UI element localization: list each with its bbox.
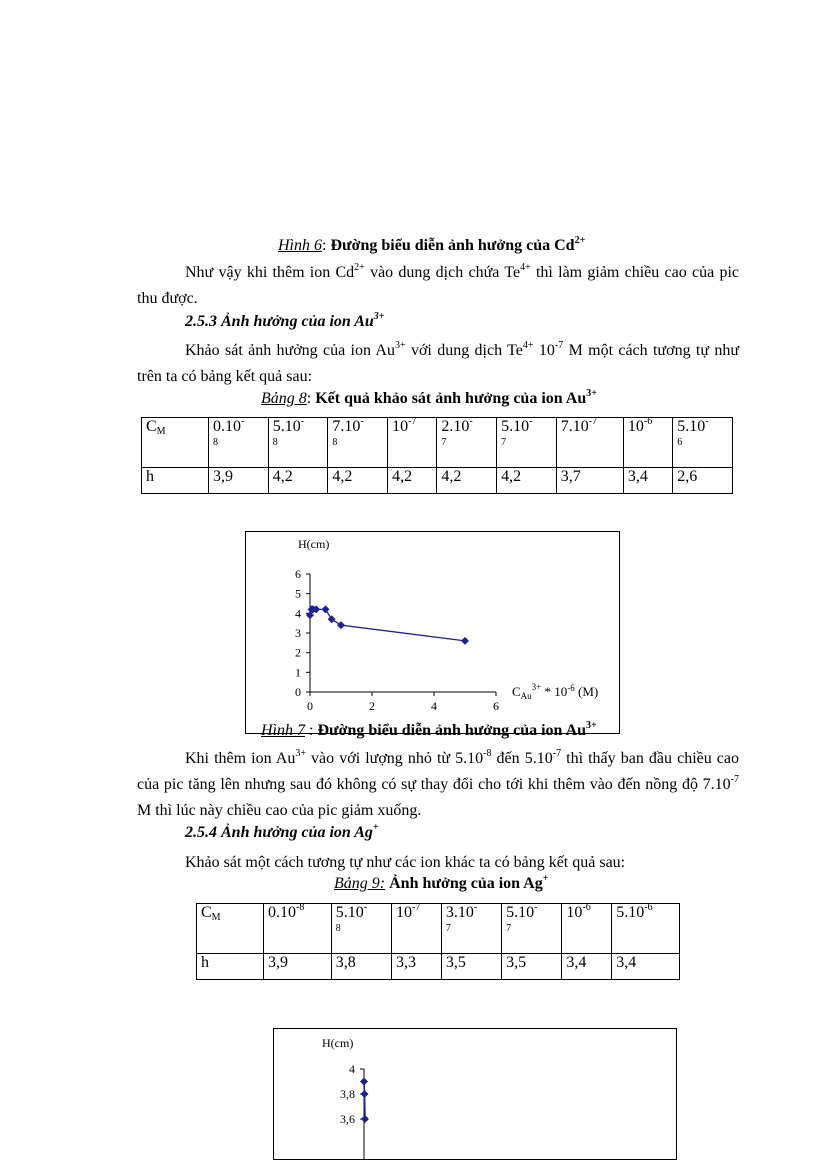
height-cell: 3,9 — [209, 468, 269, 494]
concentration-cell: 5.10- 7 — [502, 904, 562, 954]
y-tick-label: 4 — [295, 606, 301, 621]
figure-6-caption: Hình 6: Đường biểu diễn ảnh hưởng của $Cd^{2+}$ — [278, 235, 586, 254]
paragraph-au-result: Khi thêm ion $Au^{3+}$ vào với lượng nhỏ từ $5.10^{-8}$ đến $5.10^{-7}$ thì thấy ban đầu chiều cao của pic tăng lên nhưng sau đó không có sự thay đổi cho tới khi thêm vào đến nồng độ $7.10^{-7}$ M thì lúc này chiều cao của pic giảm xuống. — [137, 748, 740, 819]
x-tick-label: 2 — [369, 699, 375, 713]
figure-7-title: Đường biểu diễn ảnh hưởng của ion Au — [317, 722, 587, 739]
y-tick-label: 3,6 — [340, 1112, 355, 1126]
y-tick-label: 1 — [295, 665, 301, 680]
data-point — [337, 621, 345, 629]
concentration-cell: $10^{-6}$ — [562, 904, 612, 954]
table-8 — [141, 417, 733, 494]
table-9-height-row — [197, 954, 680, 980]
table-9-concentration-row — [197, 904, 680, 954]
concentration-cell: 5.10- 6 — [673, 418, 733, 468]
figure-6-label: Hình 6 — [278, 237, 322, 254]
y-tick-label: 2 — [295, 645, 301, 660]
table-8-title: Kết quả khảo sát ảnh hưởng của ion Au — [315, 390, 587, 407]
y-tick-label: 0 — [295, 685, 301, 699]
concentration-cell: $7.10^{-7}$ — [556, 418, 623, 468]
x-tick-label: 0 — [307, 699, 313, 713]
concentration-cell: $10^{-7}$ — [392, 904, 442, 954]
height-cell: 3,8 — [331, 954, 391, 980]
concentration-cell: 5.10- 8 — [331, 904, 391, 954]
concentration-cell: 5.10- 8 — [268, 418, 328, 468]
height-cell: 4,2 — [497, 468, 557, 494]
concentration-cell: 7.10- 8 — [328, 418, 388, 468]
concentration-cell: 5.10- 7 — [497, 418, 557, 468]
concentration-cell: $10^{-6}$ — [623, 418, 672, 468]
height-cell: 4,2 — [437, 468, 497, 494]
table-8-label: Bảng 8 — [261, 390, 307, 407]
y-tick-label: 4 — [349, 1062, 355, 1076]
height-cell: 3,5 — [441, 954, 501, 980]
height-cell: 3,3 — [392, 954, 442, 980]
section-2-5-4-heading: 2.5.4 Ảnh hưởng của ion Ag+ — [185, 822, 379, 841]
series-line — [364, 1082, 365, 1120]
concentration-cell: 2.10- 7 — [437, 418, 497, 468]
y-tick-label: 3,8 — [340, 1087, 355, 1101]
y-tick-label: 6 — [295, 567, 301, 581]
data-point — [360, 1078, 368, 1086]
concentration-cell: 0.10- 8 — [209, 418, 269, 468]
data-point — [361, 1115, 369, 1123]
height-cell: 4,2 — [268, 468, 328, 494]
height-cell: 3,4 — [623, 468, 672, 494]
table-8-header-cm: $C_M$ — [142, 418, 209, 468]
figure-7-caption: Hình 7 : Đường biểu diễn ảnh hưởng của ion $Au^{3+}$ — [261, 720, 597, 739]
section-2-5-3-heading: 2.5.3 Ảnh hưởng của ion $Au^{3+}$ — [185, 311, 385, 330]
data-point — [328, 615, 336, 623]
y-tick-label: 5 — [295, 586, 301, 601]
chart-2-ylabel: H(cm) — [322, 1036, 354, 1050]
table-8-header-h: h — [142, 468, 209, 494]
height-cell: 3,9 — [264, 954, 332, 980]
table-9-label: Bảng 9: — [334, 875, 386, 892]
chart-1-ylabel: H(cm) — [298, 537, 330, 551]
table-8-caption: Bảng 8: Kết quả khảo sát ảnh hưởng của ion $Au^{3+}$ — [261, 388, 597, 407]
data-point — [461, 637, 469, 645]
table-9 — [196, 903, 680, 980]
height-cell: 4,2 — [328, 468, 388, 494]
table-9-header-h: h — [197, 954, 264, 980]
concentration-cell: $5.10^{-6}$ — [612, 904, 680, 954]
concentration-cell: $0.10^{-8}$ — [264, 904, 332, 954]
data-point — [361, 1090, 369, 1098]
data-point — [322, 605, 330, 613]
figure-7-label: Hình 7 — [261, 722, 305, 739]
chart-au-effect — [245, 531, 620, 734]
table-9-caption: Bảng 9: Ảnh hưởng của ion Ag+ — [334, 873, 549, 892]
figure-6-title: Đường biểu diễn ảnh hưởng của Cd — [330, 237, 575, 254]
paragraph-au-intro: Khảo sát ảnh hưởng của ion $Au^{3+}$ với dung dịch $Te^{4+}$ $10^{-7}$ M một cách tương tự như trên ta có bảng kết quả sau: — [137, 340, 740, 385]
paragraph-ag-intro: Khảo sát một cách tương tự như các ion khác ta có bảng kết quả sau: — [185, 854, 626, 871]
table-8-height-row — [142, 468, 733, 494]
table-9-header-cm: $C_M$ — [197, 904, 264, 954]
height-cell: 3,4 — [562, 954, 612, 980]
height-cell: 3,4 — [612, 954, 680, 980]
height-cell: 3,5 — [502, 954, 562, 980]
paragraph-cd-effect: Như vậy khi thêm ion $Cd^{2+}$ vào dung dịch chứa $Te^{4+}$ thì làm giảm chiều cao của pic thu được. — [137, 262, 739, 307]
table-9-title: Ảnh hưởng của ion Ag — [389, 875, 543, 892]
x-tick-label: 4 — [431, 699, 437, 713]
concentration-cell: $10^{-7}$ — [388, 418, 437, 468]
height-cell: 4,2 — [388, 468, 437, 494]
x-tick-label: 6 — [493, 699, 499, 713]
chart-1-xlabel: $C_{Au}^{3+} * 10^{-6}$ (M) — [512, 682, 599, 701]
height-cell: 3,7 — [556, 468, 623, 494]
chart-ag-effect — [273, 1028, 677, 1160]
height-cell: 2,6 — [673, 468, 733, 494]
table-8-concentration-row — [142, 418, 733, 468]
y-tick-label: 3 — [295, 626, 301, 640]
chart-au-effect-svg — [246, 532, 619, 733]
concentration-cell: 3.10- 7 — [441, 904, 501, 954]
chart-ag-effect-svg — [274, 1029, 676, 1159]
series-line — [310, 609, 465, 640]
